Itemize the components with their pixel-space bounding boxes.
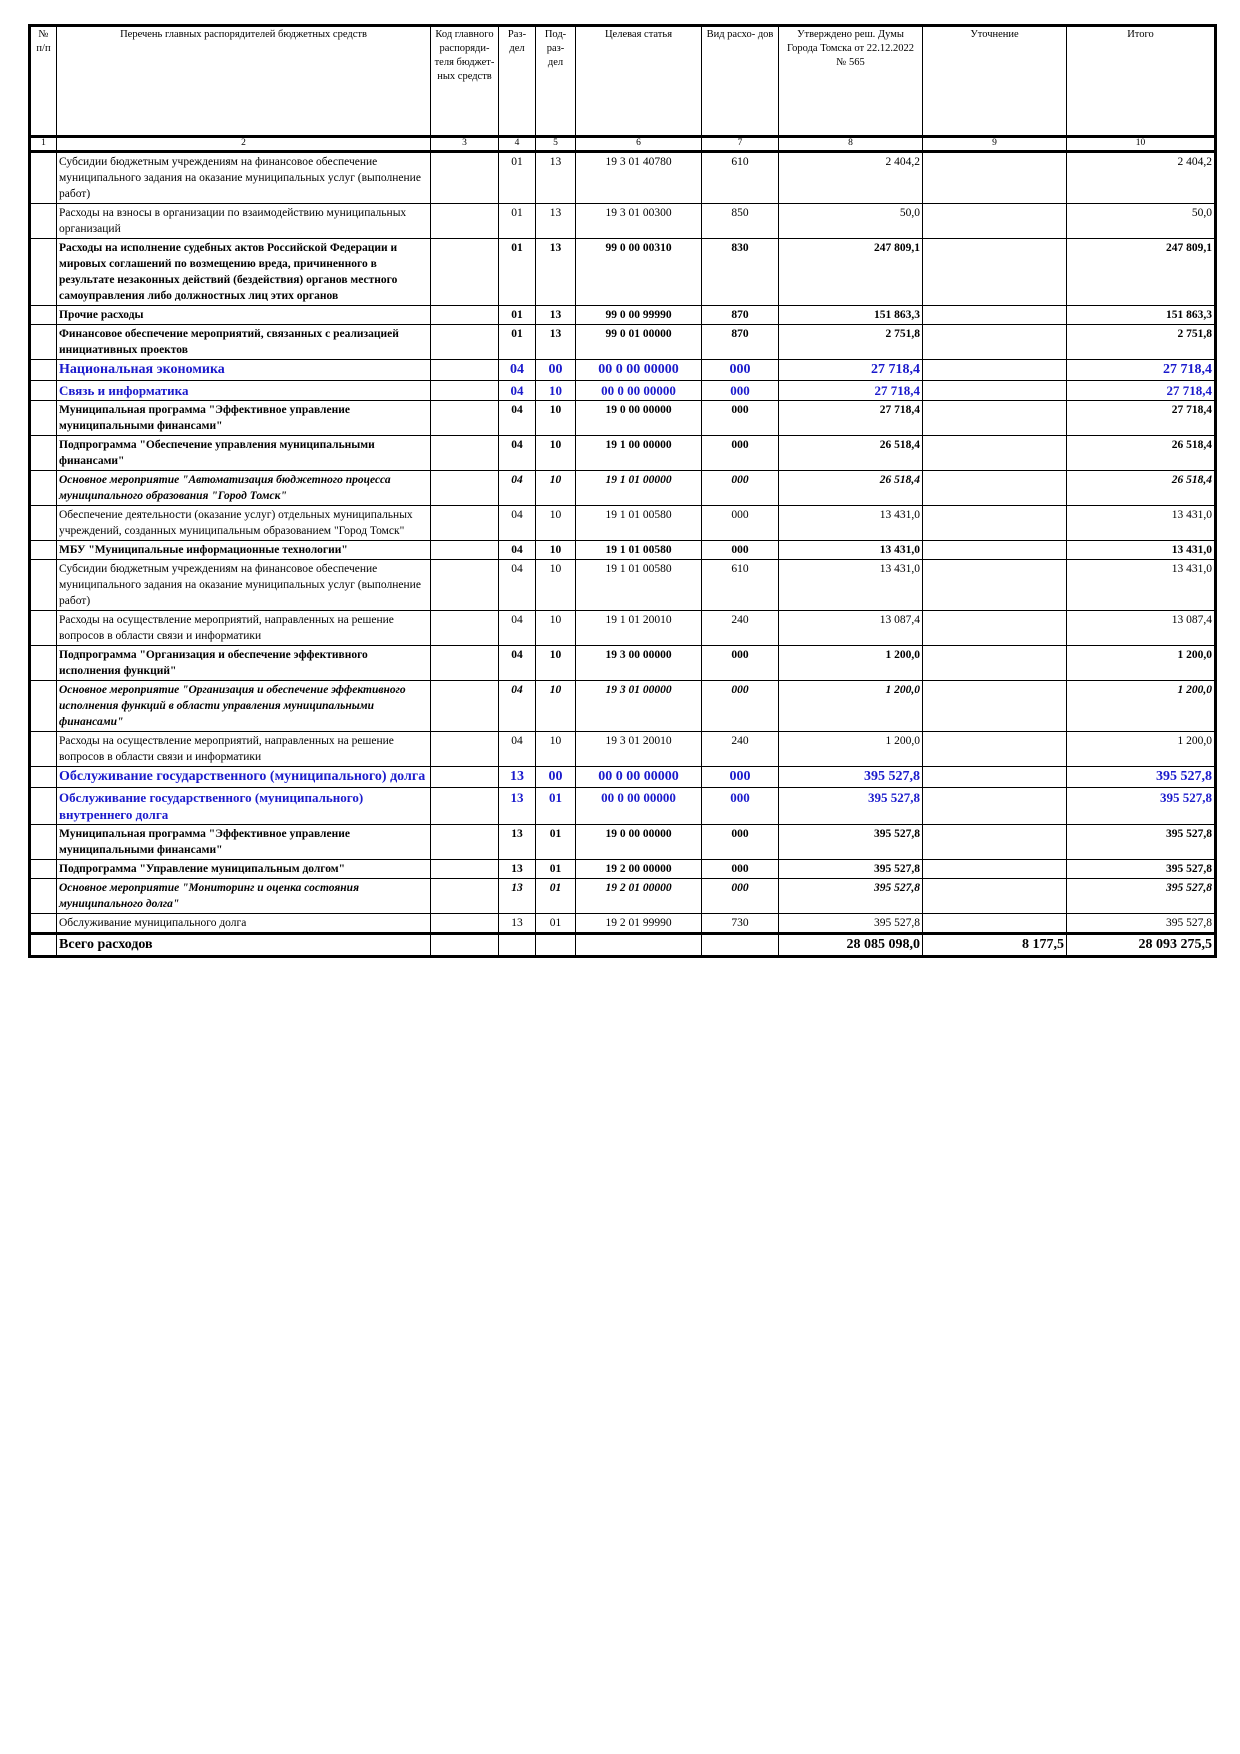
table-row: [30, 914, 1216, 934]
row-clarification: [923, 506, 1067, 541]
row-vid: 240: [702, 732, 779, 767]
row-total: 151 863,3: [1067, 306, 1216, 325]
row-podrazdel: 00: [536, 360, 576, 381]
table-row: [30, 325, 1216, 360]
header-approved: Утверждено реш. Думы Города Томска от 22.12.2022 № 565: [779, 26, 923, 137]
row-target: 99 0 01 00000: [576, 325, 702, 360]
row-razdel: 04: [499, 560, 536, 611]
table-row: [30, 306, 1216, 325]
row-clarification: [923, 681, 1067, 732]
row-podrazdel: 10: [536, 506, 576, 541]
row-approved: 395 527,8: [779, 879, 923, 914]
row-podrazdel: 13: [536, 325, 576, 360]
row-target: 19 1 01 00580: [576, 541, 702, 560]
row-name: Подпрограмма "Управление муниципальным долгом": [57, 860, 431, 879]
header-clarification: Уточнение: [923, 26, 1067, 137]
row-clarification: [923, 560, 1067, 611]
row-target: 00 0 00 00000: [576, 381, 702, 401]
row-razdel: 13: [499, 914, 536, 934]
row-target: 99 0 00 00310: [576, 239, 702, 306]
header-podrazdel: Под- раз- дел: [536, 26, 576, 137]
row-podrazdel: 01: [536, 860, 576, 879]
row-approved: 395 527,8: [779, 767, 923, 788]
table-row: [30, 401, 1216, 436]
row-podrazdel: 01: [536, 879, 576, 914]
row-target: 19 0 00 00000: [576, 825, 702, 860]
total-sum: 28 093 275,5: [1067, 934, 1216, 957]
row-target: 19 3 00 00000: [576, 646, 702, 681]
header-row: [30, 26, 1216, 137]
row-vid: 240: [702, 611, 779, 646]
row-podrazdel: 10: [536, 646, 576, 681]
table-row: [30, 360, 1216, 381]
table-row: [30, 381, 1216, 401]
row-razdel: 13: [499, 788, 536, 825]
row-razdel: 01: [499, 239, 536, 306]
row-target: 19 1 01 00580: [576, 506, 702, 541]
row-razdel: 04: [499, 436, 536, 471]
row-vid: 870: [702, 306, 779, 325]
row-podrazdel: 10: [536, 560, 576, 611]
row-razdel: 04: [499, 611, 536, 646]
row-vid: 000: [702, 767, 779, 788]
header-razdel: Раз- дел: [499, 26, 536, 137]
row-target: 19 3 01 20010: [576, 732, 702, 767]
table-row: [30, 560, 1216, 611]
row-vid: 000: [702, 860, 779, 879]
row-podrazdel: 01: [536, 788, 576, 825]
row-razdel: 04: [499, 732, 536, 767]
header-target: Целевая статья: [576, 26, 702, 137]
row-vid: 000: [702, 788, 779, 825]
row-clarification: [923, 381, 1067, 401]
row-total: 1 200,0: [1067, 646, 1216, 681]
row-clarification: [923, 611, 1067, 646]
row-target: 00 0 00 00000: [576, 788, 702, 825]
header-name: Перечень главных распорядителей бюджетных средств: [57, 26, 431, 137]
row-target: 19 3 01 00000: [576, 681, 702, 732]
row-razdel: 04: [499, 360, 536, 381]
row-clarification: [923, 152, 1067, 204]
row-name: Основное мероприятие "Организация и обеспечение эффективного исполнения функций в области управления муниципальными финансами": [57, 681, 431, 732]
row-target: 99 0 00 99990: [576, 306, 702, 325]
col-number: 7: [702, 137, 779, 152]
row-total: 13 431,0: [1067, 506, 1216, 541]
row-clarification: [923, 879, 1067, 914]
row-podrazdel: 13: [536, 306, 576, 325]
row-clarification: [923, 646, 1067, 681]
row-vid: 000: [702, 541, 779, 560]
row-vid: 000: [702, 646, 779, 681]
row-approved: 13 087,4: [779, 611, 923, 646]
row-name: Обеспечение деятельности (оказание услуг) отдельных муниципальных учреждений, созданных муниципальным образованием "Город Томск": [57, 506, 431, 541]
row-total: 26 518,4: [1067, 471, 1216, 506]
row-name: Муниципальная программа "Эффективное управление муниципальными финансами": [57, 401, 431, 436]
row-razdel: 01: [499, 152, 536, 204]
row-name: Муниципальная программа "Эффективное управление муниципальными финансами": [57, 825, 431, 860]
row-vid: 000: [702, 381, 779, 401]
row-vid: 870: [702, 325, 779, 360]
row-name: МБУ "Муниципальные информационные технологии": [57, 541, 431, 560]
row-approved: 1 200,0: [779, 732, 923, 767]
row-total: 395 527,8: [1067, 914, 1216, 934]
row-name: Субсидии бюджетным учреждениям на финансовое обеспечение муниципального задания на оказание муниципальных услуг (выполнение работ): [57, 560, 431, 611]
row-name: Расходы на взносы в организации по взаимодействию муниципальных организаций: [57, 204, 431, 239]
row-razdel: 04: [499, 541, 536, 560]
row-total: 395 527,8: [1067, 825, 1216, 860]
row-vid: 000: [702, 825, 779, 860]
table-row: [30, 436, 1216, 471]
row-approved: 395 527,8: [779, 914, 923, 934]
row-total: 395 527,8: [1067, 879, 1216, 914]
row-podrazdel: 10: [536, 541, 576, 560]
row-razdel: 04: [499, 401, 536, 436]
row-total: 395 527,8: [1067, 767, 1216, 788]
row-target: 19 1 01 20010: [576, 611, 702, 646]
row-vid: 830: [702, 239, 779, 306]
row-clarification: [923, 471, 1067, 506]
row-clarification: [923, 325, 1067, 360]
row-approved: 13 431,0: [779, 541, 923, 560]
row-approved: 26 518,4: [779, 436, 923, 471]
row-name: Подпрограмма "Обеспечение управления муниципальными финансами": [57, 436, 431, 471]
row-approved: 395 527,8: [779, 825, 923, 860]
row-name: Обслуживание муниципального долга: [57, 914, 431, 934]
row-name: Расходы на осуществление мероприятий, направленных на решение вопросов в области связи и информатики: [57, 611, 431, 646]
row-clarification: [923, 239, 1067, 306]
col-number: 8: [779, 137, 923, 152]
row-podrazdel: 01: [536, 825, 576, 860]
row-podrazdel: 13: [536, 204, 576, 239]
row-razdel: 13: [499, 825, 536, 860]
row-vid: 000: [702, 360, 779, 381]
col-number: 9: [923, 137, 1067, 152]
row-clarification: [923, 306, 1067, 325]
table-row: [30, 767, 1216, 788]
row-total: 13 431,0: [1067, 560, 1216, 611]
row-podrazdel: 10: [536, 401, 576, 436]
row-total: 1 200,0: [1067, 732, 1216, 767]
row-approved: 2 404,2: [779, 152, 923, 204]
row-podrazdel: 10: [536, 732, 576, 767]
row-total: 13 431,0: [1067, 541, 1216, 560]
row-approved: 395 527,8: [779, 788, 923, 825]
row-approved: 50,0: [779, 204, 923, 239]
row-podrazdel: 10: [536, 681, 576, 732]
col-number: 6: [576, 137, 702, 152]
table-row: [30, 681, 1216, 732]
col-number: 5: [536, 137, 576, 152]
row-podrazdel: 01: [536, 914, 576, 934]
table-row: [30, 825, 1216, 860]
row-total: 50,0: [1067, 204, 1216, 239]
row-approved: 1 200,0: [779, 646, 923, 681]
row-podrazdel: 10: [536, 436, 576, 471]
row-name: Обслуживание государственного (муниципального) внутреннего долга: [57, 788, 431, 825]
row-approved: 2 751,8: [779, 325, 923, 360]
row-total: 27 718,4: [1067, 401, 1216, 436]
row-razdel: 13: [499, 860, 536, 879]
row-total: 395 527,8: [1067, 788, 1216, 825]
row-approved: 395 527,8: [779, 860, 923, 879]
row-total: 13 087,4: [1067, 611, 1216, 646]
row-approved: 27 718,4: [779, 381, 923, 401]
row-clarification: [923, 914, 1067, 934]
col-number: 4: [499, 137, 536, 152]
total-label: Всего расходов: [57, 934, 431, 957]
row-razdel: 04: [499, 681, 536, 732]
row-name: Субсидии бюджетным учреждениям на финансовое обеспечение муниципального задания на оказание муниципальных услуг (выполнение работ): [57, 152, 431, 204]
row-razdel: 04: [499, 381, 536, 401]
row-total: 2 404,2: [1067, 152, 1216, 204]
row-total: 395 527,8: [1067, 860, 1216, 879]
row-vid: 610: [702, 560, 779, 611]
row-razdel: 04: [499, 506, 536, 541]
row-name: Национальная экономика: [57, 360, 431, 381]
row-vid: 000: [702, 879, 779, 914]
row-total: 1 200,0: [1067, 681, 1216, 732]
table-row: [30, 732, 1216, 767]
row-target: 19 1 00 00000: [576, 436, 702, 471]
row-target: 19 2 01 99990: [576, 914, 702, 934]
row-name: Финансовое обеспечение мероприятий, связанных с реализацией инициативных проектов: [57, 325, 431, 360]
table-row: [30, 860, 1216, 879]
row-razdel: 04: [499, 646, 536, 681]
row-name: Расходы на осуществление мероприятий, направленных на решение вопросов в области связи и информатики: [57, 732, 431, 767]
row-razdel: 04: [499, 471, 536, 506]
table-row: [30, 152, 1216, 204]
row-target: 19 0 00 00000: [576, 401, 702, 436]
row-target: 19 2 01 00000: [576, 879, 702, 914]
row-clarification: [923, 767, 1067, 788]
row-clarification: [923, 788, 1067, 825]
row-razdel: 01: [499, 325, 536, 360]
row-approved: 13 431,0: [779, 506, 923, 541]
row-clarification: [923, 825, 1067, 860]
row-name: Обслуживание государственного (муниципального) долга: [57, 767, 431, 788]
header-num: № п/п: [30, 26, 57, 137]
header-vid: Вид расхо- дов: [702, 26, 779, 137]
row-razdel: 01: [499, 204, 536, 239]
row-name: Расходы на исполнение судебных актов Российской Федерации и мировых соглашений по возмещению вреда, причиненного в результате незаконных действий (бездействия) органов местного самоуправления либо должностных лиц этих органов: [57, 239, 431, 306]
row-name: Основное мероприятие "Мониторинг и оценка состояния муниципального долга": [57, 879, 431, 914]
row-target: 19 1 01 00580: [576, 560, 702, 611]
row-podrazdel: 10: [536, 611, 576, 646]
col-number: 3: [431, 137, 499, 152]
row-approved: 27 718,4: [779, 401, 923, 436]
row-podrazdel: 13: [536, 152, 576, 204]
row-approved: 1 200,0: [779, 681, 923, 732]
row-podrazdel: 10: [536, 471, 576, 506]
row-name: Подпрограмма "Организация и обеспечение эффективного исполнения функций": [57, 646, 431, 681]
row-target: 19 3 01 00300: [576, 204, 702, 239]
row-vid: 850: [702, 204, 779, 239]
table-row: [30, 611, 1216, 646]
row-vid: 000: [702, 681, 779, 732]
row-target: 19 3 01 40780: [576, 152, 702, 204]
row-name: Связь и информатика: [57, 381, 431, 401]
table-row: [30, 646, 1216, 681]
row-vid: 730: [702, 914, 779, 934]
row-vid: 000: [702, 506, 779, 541]
col-number: 2: [57, 137, 431, 152]
header-total: Итого: [1067, 26, 1216, 137]
row-target: 19 2 00 00000: [576, 860, 702, 879]
row-vid: 000: [702, 471, 779, 506]
row-razdel: 13: [499, 767, 536, 788]
row-target: 19 1 01 00000: [576, 471, 702, 506]
budget-expenditure-table: [28, 24, 1217, 958]
col-number: 1: [30, 137, 57, 152]
row-approved: 13 431,0: [779, 560, 923, 611]
row-vid: 000: [702, 401, 779, 436]
total-approved: 28 085 098,0: [779, 934, 923, 957]
header-code: Код главного распоряди- теля бюджет- ных средств: [431, 26, 499, 137]
row-name: Основное мероприятие "Автоматизация бюджетного процесса муниципального образования "Город Томск": [57, 471, 431, 506]
row-approved: 247 809,1: [779, 239, 923, 306]
total-row: [30, 934, 1216, 957]
table-row: [30, 204, 1216, 239]
row-total: 27 718,4: [1067, 360, 1216, 381]
row-clarification: [923, 360, 1067, 381]
row-clarification: [923, 401, 1067, 436]
total-clarification: 8 177,5: [923, 934, 1067, 957]
row-clarification: [923, 860, 1067, 879]
row-total: 247 809,1: [1067, 239, 1216, 306]
row-name: Прочие расходы: [57, 306, 431, 325]
row-total: 26 518,4: [1067, 436, 1216, 471]
row-vid: 610: [702, 152, 779, 204]
table-row: [30, 541, 1216, 560]
table-row: [30, 879, 1216, 914]
table-row: [30, 471, 1216, 506]
row-podrazdel: 00: [536, 767, 576, 788]
table-row: [30, 788, 1216, 825]
row-clarification: [923, 541, 1067, 560]
col-number: 10: [1067, 137, 1216, 152]
table-row: [30, 506, 1216, 541]
row-podrazdel: 13: [536, 239, 576, 306]
column-number-row: [30, 137, 1216, 152]
table-row: [30, 239, 1216, 306]
row-approved: 27 718,4: [779, 360, 923, 381]
row-total: 27 718,4: [1067, 381, 1216, 401]
row-target: 00 0 00 00000: [576, 360, 702, 381]
row-podrazdel: 10: [536, 381, 576, 401]
row-approved: 26 518,4: [779, 471, 923, 506]
row-approved: 151 863,3: [779, 306, 923, 325]
row-razdel: 13: [499, 879, 536, 914]
row-target: 00 0 00 00000: [576, 767, 702, 788]
row-clarification: [923, 732, 1067, 767]
row-clarification: [923, 204, 1067, 239]
row-total: 2 751,8: [1067, 325, 1216, 360]
row-clarification: [923, 436, 1067, 471]
row-razdel: 01: [499, 306, 536, 325]
row-vid: 000: [702, 436, 779, 471]
